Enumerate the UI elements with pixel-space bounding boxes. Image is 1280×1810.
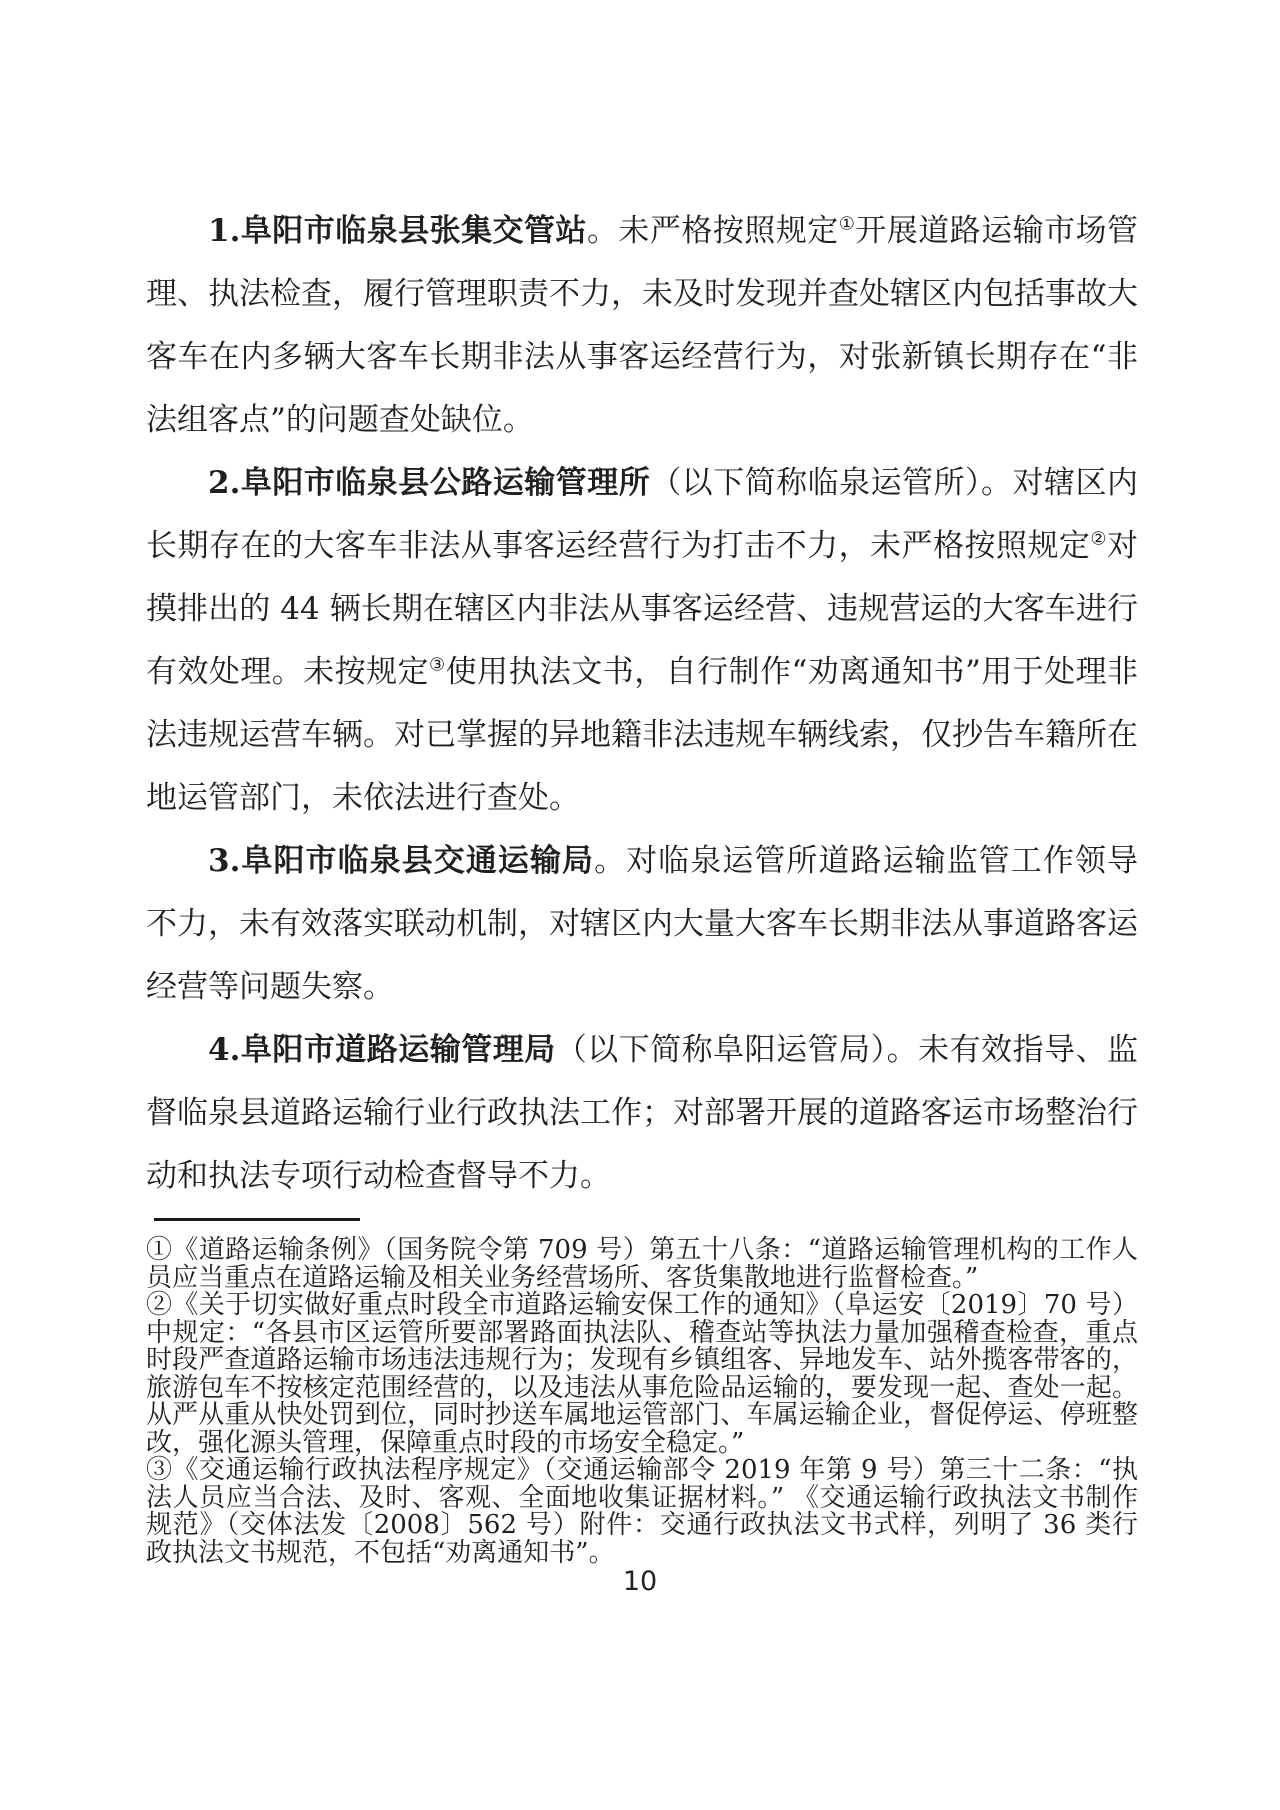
org-name: 1.阜阳市临泉县张集交管站 <box>208 213 587 249</box>
footnotes <box>146 1237 1138 1567</box>
body-segment: 开展道路运输市场管理、执法检查，履行管理职责不力，未及时发现并查处辖区内包括事故大客车在内多辆大客车长期非法从事客运经营行为，对张新镇长期存在“非法组客点”的问题查处缺位。 <box>146 213 1139 438</box>
page-number: 10 <box>622 1566 658 1597</box>
body-paragraph <box>146 1019 1138 1208</box>
org-name: 2.阜阳市临泉县公路运输管理所 <box>208 465 651 501</box>
body-paragraph <box>146 830 1138 1019</box>
body-segment: 。对临泉运管所道路运输监管工作领导不力，未有效落实联动机制，对辖区内大量大客车长期非法从事道路客运经营等问题失察。 <box>146 843 1138 1005</box>
footnote-item: ③《交通运输行政执法程序规定》（交通运输部令 2019 年第 9 号）第三十二条：“执法人员应当合法、及时、客观、全面地收集证据材料。” 《交通运输行政执法文书制作规范》（交体法发〔2008〕562 号）附件：交通行政执法文书式样，列明了 36 类行政执法文书规范，不包括“劝离通知书”。 <box>146 1455 1138 1568</box>
body-segment: （以下简称临泉运管所）。对辖区内长期存在的大客车非法从事客运经营行为打击不力，未严格按照规定 <box>146 465 1138 564</box>
body-paragraph <box>146 200 1138 452</box>
body-segment: 对摸排出的 44 辆长期在辖区内非法从事客运经营、违规营运的大客车进行有效处理。未按规定 <box>146 528 1139 690</box>
body-segment: （以下简称阜阳运管局）。未有效指导、监督临泉县道路运输行业行政执法工作；对部署开展的道路客运市场整治行动和执法专项行动检查督导不力。 <box>146 1032 1138 1194</box>
footnote-ref: ③ <box>429 654 446 676</box>
body-paragraph <box>146 452 1138 830</box>
footnote-ref: ② <box>1090 528 1108 550</box>
org-name: 3.阜阳市临泉县交通运输局 <box>208 843 595 879</box>
footnote-item: ②《关于切实做好重点时段全市道路运输安保工作的通知》（阜运安〔2019〕70 号）中规定：“各县市区运管所要部署路面执法队、稽查站等执法力量加强稽查检查，重点时段严查道路运输市场违法违规行为；发现有乡镇组客、异地发车、站外揽客带客的，旅游包车不按核定范围经营的，以及违法从事危险品运输的，要发现一起、查处一起。从严从重从快处罚到位，同时抄送车属地运管部门、车属运输企业，督促停运、停班整改，强化源头管理，保障重点时段的市场安全稳定。” <box>146 1290 1138 1458</box>
footnote-separator <box>154 1218 360 1221</box>
org-name: 4.阜阳市道路运输管理局 <box>208 1032 556 1068</box>
body-segment: 使用执法文书，自行制作“劝离通知书”用于处理非法违规运营车辆。对已掌握的异地籍非法违规车辆线索，仅抄告车籍所在地运管部门，未依法进行查处。 <box>146 654 1139 816</box>
body-text <box>146 200 1138 1208</box>
body-segment: 。未严格按照规定 <box>586 213 839 249</box>
footnote-ref: ① <box>838 213 856 235</box>
footnote-item: ①《道路运输条例》（国务院令第 709 号）第五十八条：“道路运输管理机构的工作人员应当重点在道路运输及相关业务经营场所、客货集散地进行监督检查。” <box>146 1235 1138 1293</box>
